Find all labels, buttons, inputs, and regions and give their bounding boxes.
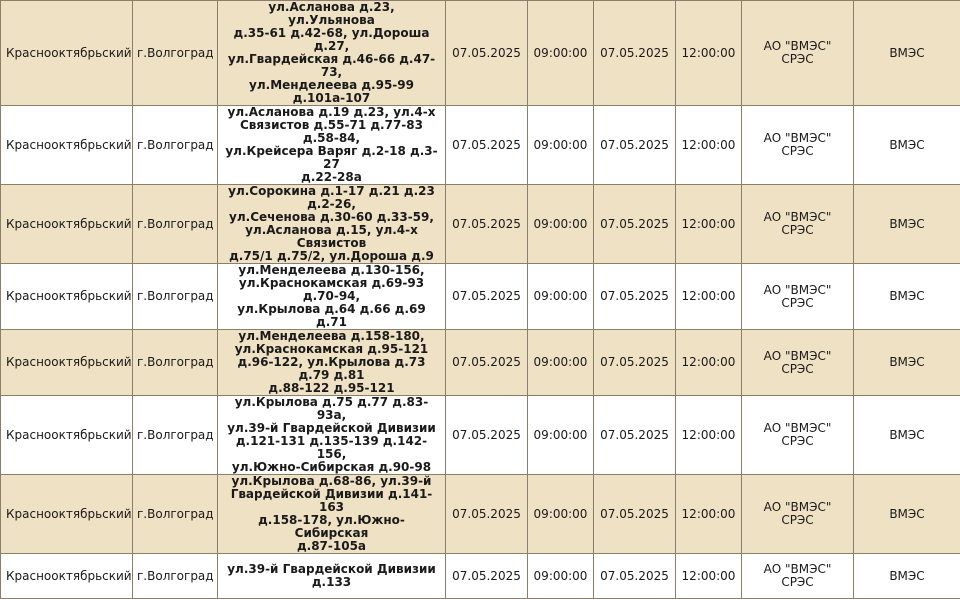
end-time-cell: 12:00:00 <box>676 330 742 396</box>
address-cell <box>218 106 446 185</box>
end-time-cell: 12:00:00 <box>676 475 742 554</box>
start-time-cell: 09:00:00 <box>528 1 594 106</box>
end-date-cell: 07.05.2025 <box>594 475 676 554</box>
start-time-cell: 09:00:00 <box>528 396 594 475</box>
address-cell <box>218 185 446 264</box>
address-cell <box>218 330 446 396</box>
address-line: ул.Менделеева д.158-180, <box>224 330 439 343</box>
start-date-cell: 07.05.2025 <box>446 330 528 396</box>
district-cell: Краснооктябрьский <box>1 106 133 185</box>
district-cell: Краснооктябрьский <box>1 1 133 106</box>
organization-short-cell: ВМЭС <box>854 330 960 396</box>
table-row <box>1 1 960 106</box>
table-row <box>1 554 960 599</box>
start-date-cell: 07.05.2025 <box>446 1 528 106</box>
district-cell: Краснооктябрьский <box>1 264 133 330</box>
start-time-cell: 09:00:00 <box>528 185 594 264</box>
organization-short-cell: ВМЭС <box>854 396 960 475</box>
organization-cell: АО "ВМЭС" СРЭС <box>742 1 854 106</box>
organization-cell: АО "ВМЭС" СРЭС <box>742 330 854 396</box>
end-date-cell: 07.05.2025 <box>594 1 676 106</box>
organization-cell: АО "ВМЭС" СРЭС <box>742 106 854 185</box>
start-date-cell: 07.05.2025 <box>446 264 528 330</box>
end-time-cell: 12:00:00 <box>676 106 742 185</box>
organization-cell: АО "ВМЭС" СРЭС <box>742 554 854 599</box>
organization-short-cell: ВМЭС <box>854 264 960 330</box>
end-time-cell: 12:00:00 <box>676 264 742 330</box>
district-cell: Краснооктябрьский <box>1 185 133 264</box>
start-time-cell: 09:00:00 <box>528 106 594 185</box>
city-cell: г.Волгоград <box>133 330 218 396</box>
address-line: д.133 <box>224 576 439 589</box>
start-time-cell: 09:00:00 <box>528 330 594 396</box>
address-line: ул.39-й Гвардейской Дивизии <box>224 422 439 435</box>
table-row <box>1 330 960 396</box>
district-cell: Краснооктябрьский <box>1 554 133 599</box>
address-line: д.121-131 д.135-139 д.142-156, <box>224 435 439 461</box>
table-row <box>1 264 960 330</box>
table-row <box>1 475 960 554</box>
start-time-cell: 09:00:00 <box>528 554 594 599</box>
end-date-cell: 07.05.2025 <box>594 396 676 475</box>
address-line: ул.Менделеева д.95-99 д.101а-107 <box>224 79 439 105</box>
district-cell: Краснооктябрьский <box>1 396 133 475</box>
table-row <box>1 185 960 264</box>
end-time-cell: 12:00:00 <box>676 396 742 475</box>
city-cell: г.Волгоград <box>133 475 218 554</box>
address-line: ул.Асланова д.19 д.23, ул.4-х <box>224 106 439 119</box>
end-time-cell: 12:00:00 <box>676 185 742 264</box>
end-date-cell: 07.05.2025 <box>594 554 676 599</box>
organization-short-cell: ВМЭС <box>854 475 960 554</box>
address-line: ул.39-й Гвардейской Дивизии <box>224 563 439 576</box>
city-cell: г.Волгоград <box>133 185 218 264</box>
address-line: ул.Крылова д.68-86, ул.39-й <box>224 475 439 488</box>
address-cell <box>218 264 446 330</box>
address-line: д.96-122, ул.Крылова д.73 д.79 д.81 <box>224 356 439 382</box>
district-cell: Краснооктябрьский <box>1 330 133 396</box>
end-time-cell: 12:00:00 <box>676 1 742 106</box>
address-line: ул.Краснокамская д.95-121 <box>224 343 439 356</box>
address-line: Гвардейской Дивизии д.141-163 <box>224 488 439 514</box>
address-line: ул.Менделеева д.130-156, <box>224 264 439 277</box>
end-date-cell: 07.05.2025 <box>594 330 676 396</box>
organization-short-cell: ВМЭС <box>854 185 960 264</box>
address-line: Связистов д.55-71 д.77-83 д.58-84, <box>224 119 439 145</box>
address-line: д.35-61 д.42-68, ул.Дороша д.27, <box>224 27 439 53</box>
table-row <box>1 396 960 475</box>
start-date-cell: 07.05.2025 <box>446 396 528 475</box>
organization-cell: АО "ВМЭС" СРЭС <box>742 396 854 475</box>
city-cell: г.Волгоград <box>133 396 218 475</box>
address-line: д.22-28а <box>224 171 439 184</box>
end-time-cell: 12:00:00 <box>676 554 742 599</box>
start-time-cell: 09:00:00 <box>528 264 594 330</box>
address-line: ул.Крылова д.64 д.66 д.69 д.71 <box>224 303 439 329</box>
start-date-cell: 07.05.2025 <box>446 106 528 185</box>
organization-cell: АО "ВМЭС" СРЭС <box>742 264 854 330</box>
address-line: ул.Гвардейская д.46-66 д.47-73, <box>224 53 439 79</box>
address-line: д.158-178, ул.Южно-Сибирская <box>224 514 439 540</box>
address-line: д.87-105а <box>224 540 439 553</box>
organization-cell: АО "ВМЭС" СРЭС <box>742 185 854 264</box>
start-time-cell: 09:00:00 <box>528 475 594 554</box>
address-line: д.75/1 д.75/2, ул.Дороша д.9 <box>224 250 439 263</box>
address-cell <box>218 1 446 106</box>
address-line: д.88-122 д.95-121 <box>224 382 439 395</box>
start-date-cell: 07.05.2025 <box>446 475 528 554</box>
city-cell: г.Волгоград <box>133 1 218 106</box>
city-cell: г.Волгоград <box>133 554 218 599</box>
address-line: ул.Сеченова д.30-60 д.33-59, <box>224 211 439 224</box>
organization-short-cell: ВМЭС <box>854 1 960 106</box>
address-cell <box>218 396 446 475</box>
end-date-cell: 07.05.2025 <box>594 185 676 264</box>
end-date-cell: 07.05.2025 <box>594 264 676 330</box>
address-line: ул.Крейсера Варяг д.2-18 д.3-27 <box>224 145 439 171</box>
city-cell: г.Волгоград <box>133 264 218 330</box>
address-line: ул.Асланова д.15, ул.4-х Связистов <box>224 224 439 250</box>
end-date-cell: 07.05.2025 <box>594 106 676 185</box>
organization-short-cell: ВМЭС <box>854 106 960 185</box>
organization-cell: АО "ВМЭС" СРЭС <box>742 475 854 554</box>
district-cell: Краснооктябрьский <box>1 475 133 554</box>
address-line: ул.Асланова д.23, ул.Ульянова <box>224 1 439 27</box>
address-cell <box>218 475 446 554</box>
address-line: ул.Южно-Сибирская д.90-98 <box>224 461 439 474</box>
address-line: ул.Крылова д.75 д.77 д.83-93а, <box>224 396 439 422</box>
organization-short-cell: ВМЭС <box>854 554 960 599</box>
start-date-cell: 07.05.2025 <box>446 554 528 599</box>
start-date-cell: 07.05.2025 <box>446 185 528 264</box>
city-cell: г.Волгоград <box>133 106 218 185</box>
address-line: ул.Краснокамская д.69-93 д.70-94, <box>224 277 439 303</box>
table-row <box>1 106 960 185</box>
address-line: ул.Сорокина д.1-17 д.21 д.23 д.2-26, <box>224 185 439 211</box>
address-cell <box>218 554 446 599</box>
